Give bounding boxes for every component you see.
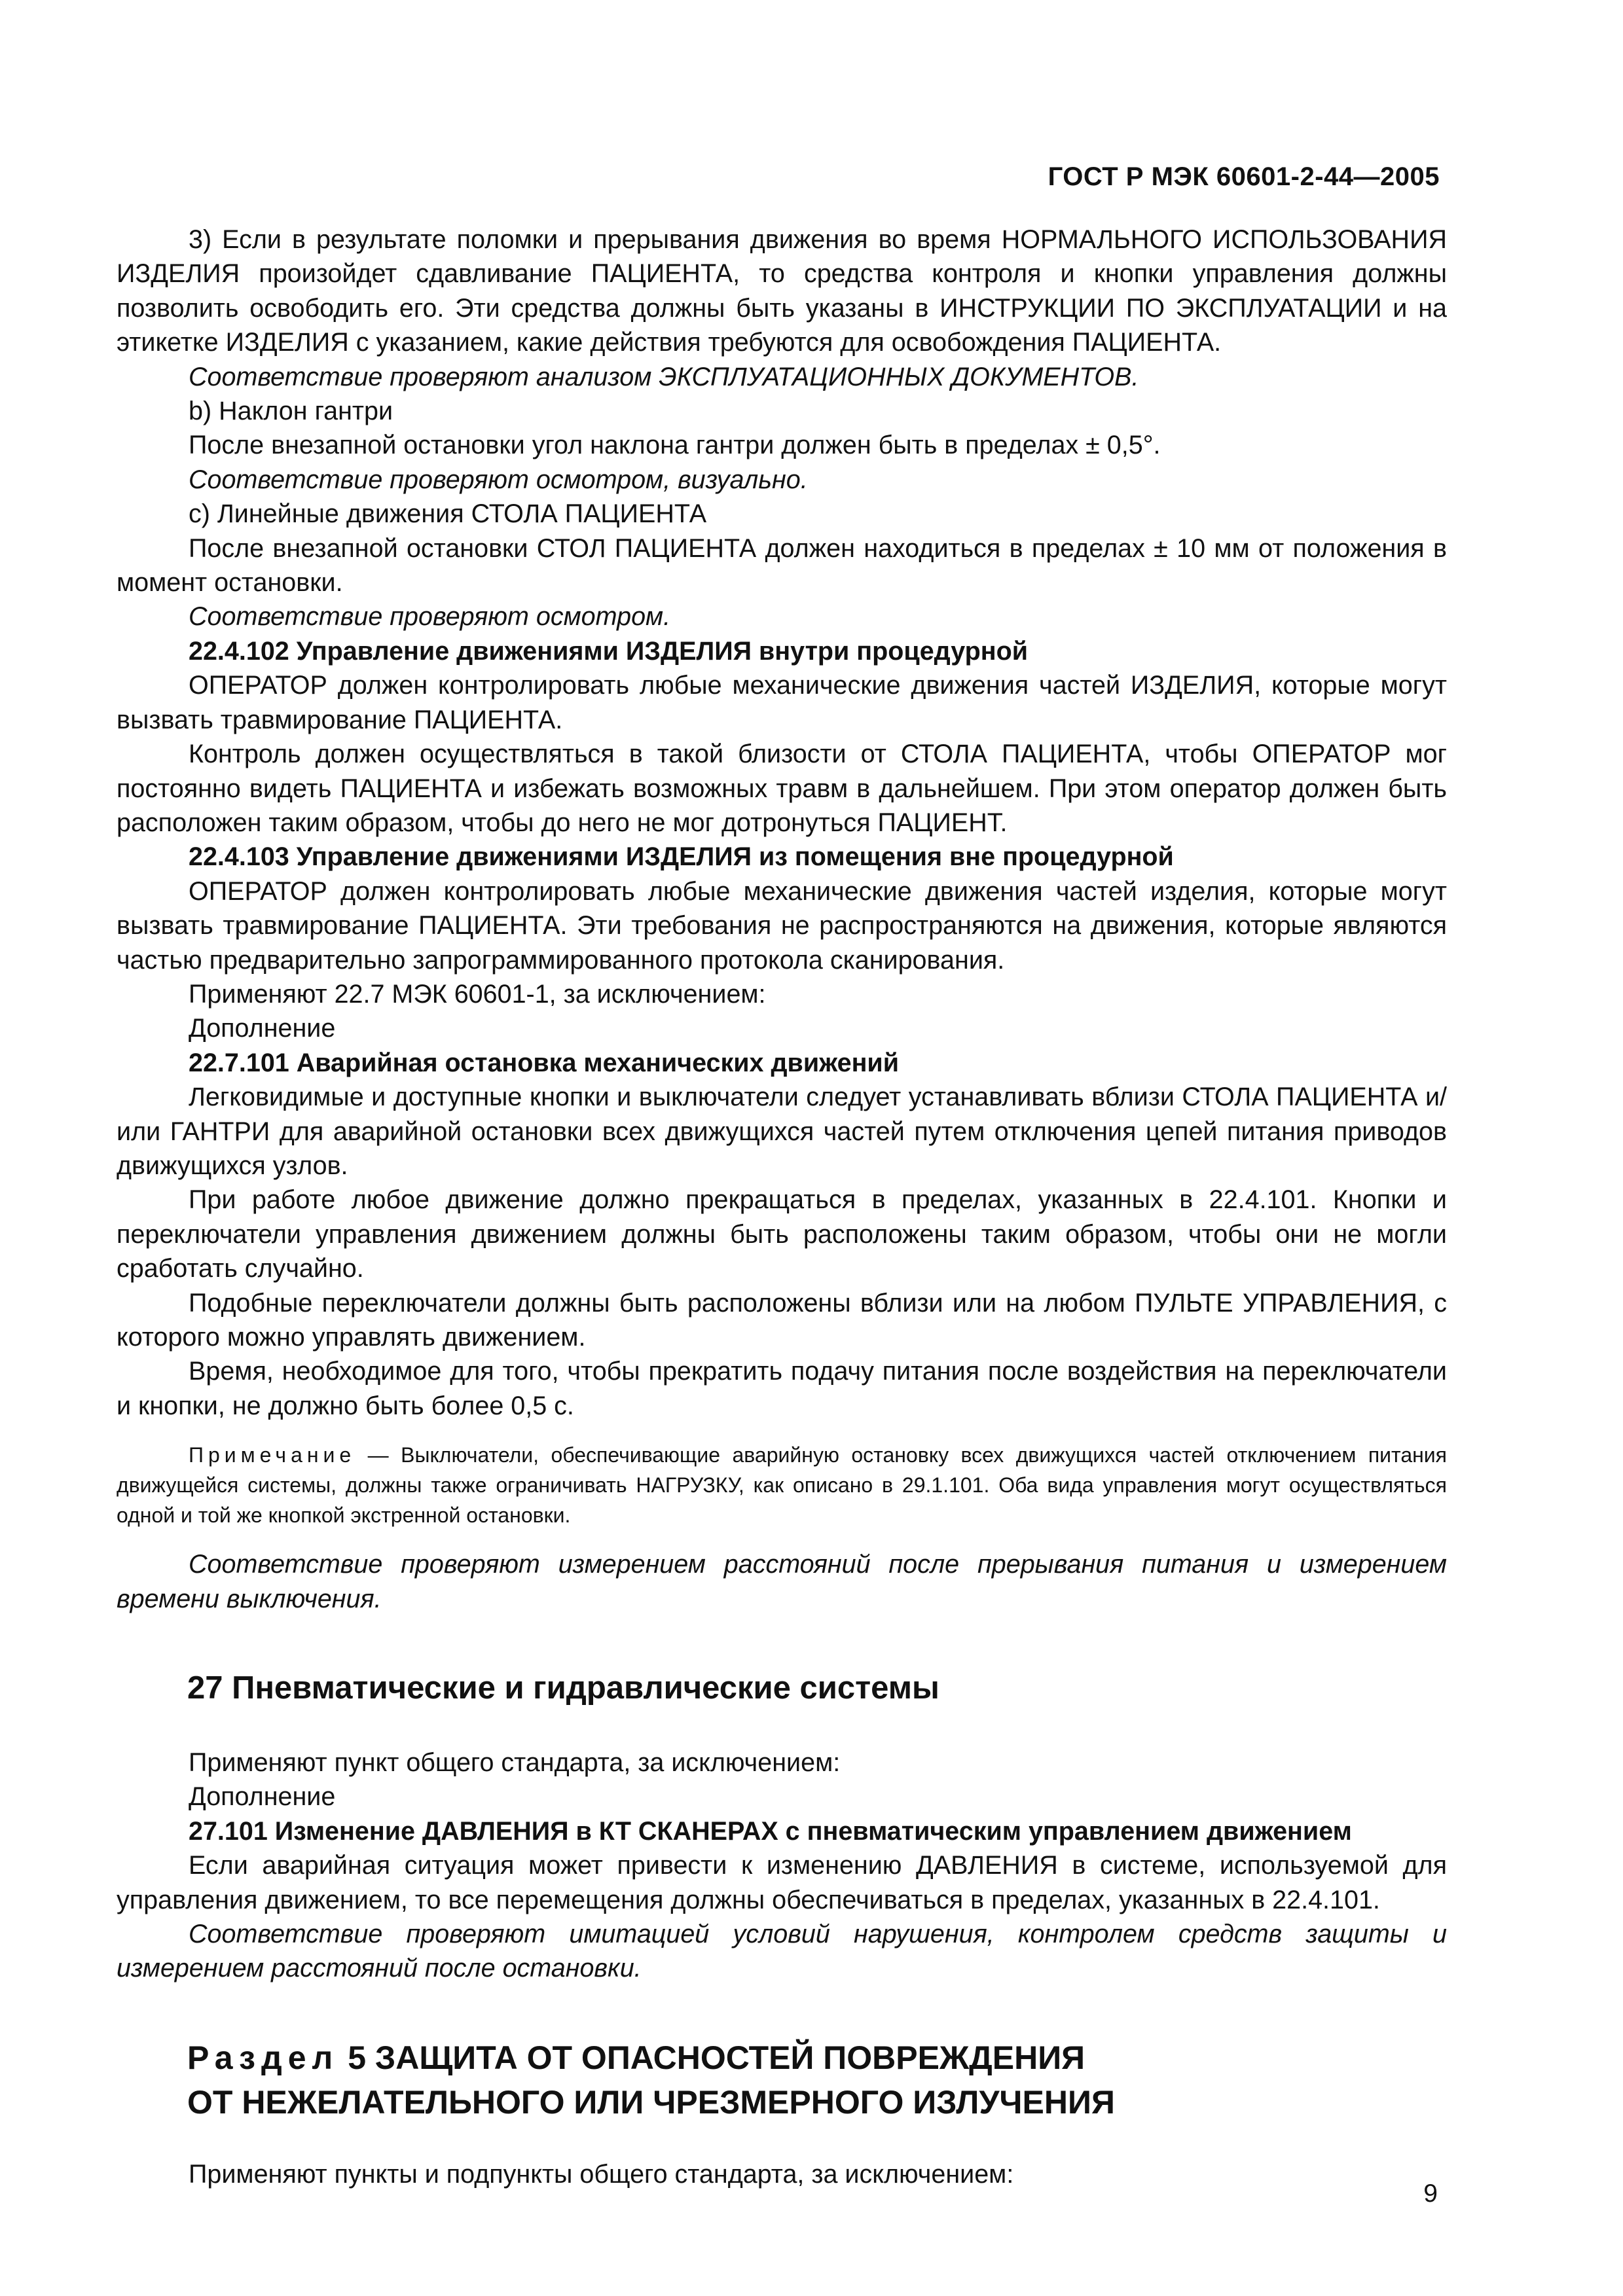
paragraph: Применяют пункты и подпункты общего стандарта, за исключением:: [189, 2159, 1014, 2189]
paragraph: Легковидимые и доступные кнопки и выключатели следует устанавливать вблизи СТОЛА ПАЦИЕНТА и/или ГАНТРИ для аварийной остановки всех движущихся частей путем отключения цепей питания приводов движущихся узлов.: [117, 1083, 1447, 1180]
compliance-text: Соответствие проверяют измерением расстояний после прерывания питания и измерением времени выключения.: [117, 1550, 1447, 1613]
paragraph: Если аварийная ситуация может привести к изменению ДАВЛЕНИЯ в системе, используемой для управления движением, то все перемещения должны обеспечиваться в пределах, указанных в 22.4.101.: [117, 1851, 1447, 1914]
compliance-text: Соответствие проверяют имитацией условий нарушения, контролем средств защиты и измерением расстояний после остановки.: [117, 1920, 1447, 1983]
paragraph: Контроль должен осуществляться в такой близости от СТОЛА ПАЦИЕНТА, чтобы ОПЕРАТОР мог постоянно видеть ПАЦИЕНТА и избежать возможных травм в дальнейшем. При этом оператор должен быть расположен таким образом, чтобы до него не мог дотронуться ПАЦИЕНТ.: [117, 740, 1447, 837]
compliance-text: Соответствие проверяют осмотром.: [189, 602, 671, 632]
paragraph: Подобные переключатели должны быть расположены вблизи или на любом ПУЛЬТЕ УПРАВЛЕНИЯ, с которого можно управлять движением.: [117, 1288, 1447, 1352]
section-label: Раздел: [187, 2039, 339, 2076]
compliance-text: Соответствие проверяют анализом ЭКСПЛУАТАЦИОННЫХ ДОКУМЕНТОВ.: [189, 362, 1139, 391]
subclause-heading: с) Линейные движения СТОЛА ПАЦИЕНТА: [189, 499, 707, 529]
paragraph: ОПЕРАТОР должен контролировать любые механические движения частей ИЗДЕЛИЯ, которые могут вызвать травмирование ПАЦИЕНТА.: [117, 671, 1447, 734]
page-number: 9: [1423, 2179, 1438, 2208]
section-5-title: [187, 2036, 1447, 2125]
subclause-heading: b) Наклон гантри: [189, 397, 393, 426]
paragraph: После внезапной остановки СТОЛ ПАЦИЕНТА должен находиться в пределах ± 10 мм от положения в момент остановки.: [117, 533, 1447, 598]
paragraph: Дополнение: [189, 1782, 336, 1812]
clause-heading: 22.7.101 Аварийная остановка механических движений: [189, 1048, 899, 1077]
note-text: — Выключатели, обеспечивающие аварийную остановку всех движущихся частей отключением питания движущейся системы, должны также ограничивать НАГРУЗКУ, как описано в 29.1.101. Оба вида управления могут осуществляться одной и той же кнопкой экстренной остановки.: [117, 1443, 1447, 1528]
clause-heading: 27.101 Изменение ДАВЛЕНИЯ в КТ СКАНЕРАХ с пневматическим управлением движением: [189, 1816, 1352, 1846]
paragraph: Время, необходимое для того, чтобы прекратить подачу питания после воздействия на переключатели и кнопки, не должно быть более 0,5 с.: [117, 1357, 1447, 1420]
paragraph: После внезапной остановки угол наклона гантри должен быть в пределах ± 0,5°.: [189, 431, 1161, 460]
paragraph: Дополнение: [189, 1014, 336, 1043]
paragraph: Применяют 22.7 МЭК 60601-1, за исключением:: [189, 979, 766, 1009]
page-header: ГОСТ Р МЭК 60601-2-44—2005: [1048, 162, 1440, 191]
paragraph: Применяют пункт общего стандарта, за исключением:: [189, 1748, 841, 1778]
section-27-title: 27 Пневматические и гидравлические системы: [187, 1670, 939, 1706]
section-title-line1: 5 ЗАЩИТА ОТ ОПАСНОСТЕЙ ПОВРЕЖДЕНИЯ: [348, 2039, 1085, 2076]
page-content: [117, 223, 1447, 2191]
clause-heading: 22.4.103 Управление движениями ИЗДЕЛИЯ из помещения вне процедурной: [189, 842, 1174, 872]
clause-heading: 22.4.102 Управление движениями ИЗДЕЛИЯ внутри процедурной: [189, 636, 1029, 666]
section-title-line2: ОТ НЕЖЕЛАТЕЛЬНОГО ИЛИ ЧРЕЗМЕРНОГО ИЗЛУЧЕНИЯ: [187, 2083, 1115, 2121]
note-label: Примечание: [189, 1443, 356, 1467]
compliance-text: Соответствие проверяют осмотром, визуально.: [189, 465, 808, 494]
paragraph: ОПЕРАТОР должен контролировать любые механические движения частей изделия, которые могут вызвать травмирование ПАЦИЕНТА. Эти требования не распространяются на движения, которые являются частью предварительно запрограммированного протокола сканирования.: [117, 876, 1447, 975]
paragraph: При работе любое движение должно прекращаться в пределах, указанных в 22.4.101. Кнопки и переключатели управления движением должны быть расположены таким образом, чтобы они не могли сработать случайно.: [117, 1185, 1447, 1283]
paragraph: 3) Если в результате поломки и прерывания движения во время НОРМАЛЬНОГО ИСПОЛЬЗОВАНИЯ ИЗДЕЛИЯ произойдет сдавливание ПАЦИЕНТА, то средства контроля и кнопки управления должны позволить освободить его. Эти средства должны быть указаны в ИНСТРУКЦИИ ПО ЭКСПЛУАТАЦИИ и на этикетке ИЗДЕЛИЯ с указанием, какие действия требуются для освобождения ПАЦИЕНТА.: [117, 225, 1447, 357]
note: [117, 1440, 1447, 1530]
